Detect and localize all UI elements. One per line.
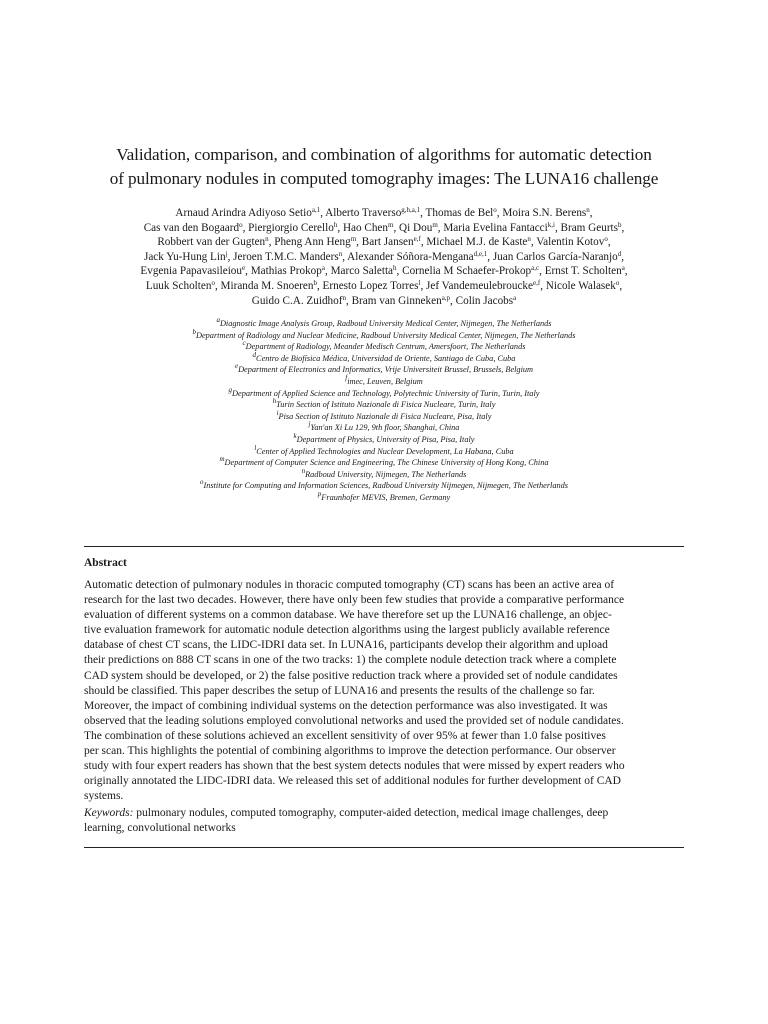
author-line	[30, 235, 738, 250]
author-affiliation-mark: e,f	[533, 278, 541, 287]
author-line	[30, 279, 738, 294]
author-affiliation-mark: o	[493, 206, 497, 214]
affiliation-line	[30, 422, 738, 434]
author-affiliation-mark: o	[239, 220, 243, 229]
affiliation-line	[30, 399, 738, 411]
affiliation-line	[30, 466, 738, 481]
author-affiliation-mark: b	[313, 278, 317, 287]
author-name: ,	[589, 207, 593, 219]
author-name: , Bram van Ginneken	[345, 294, 442, 307]
author-name: Arnaud Arindra Adiyoso Setio	[175, 207, 312, 219]
keywords-line	[84, 806, 684, 821]
author-name: , Michael M.J. de Kaste	[420, 236, 528, 249]
affiliation-mark: l	[254, 443, 257, 452]
affiliation-line	[30, 318, 738, 330]
author-name: , Jeroen T.M.C. Manders	[227, 250, 339, 263]
affiliation-line	[30, 350, 738, 365]
author-affiliation-mark: n	[338, 249, 343, 258]
author-affiliation-mark: a,p	[441, 293, 451, 302]
affiliation-line	[30, 364, 738, 376]
author-name: ,	[621, 250, 625, 263]
author-affiliation-mark: m	[350, 235, 357, 244]
author-name: , Qi Dou	[393, 221, 433, 234]
author-affiliation-mark: d	[617, 249, 622, 258]
author-name: , Jef Vandemeulebroucke	[420, 279, 533, 292]
author-affiliation-mark: n	[265, 235, 269, 244]
affiliation-mark: n	[301, 466, 306, 475]
affiliation-mark: d	[252, 350, 257, 359]
affiliation-line	[30, 408, 738, 423]
affiliation-text: Turin Section of Istituto Nazionale di Fisica Nucleare, Turin, Italy	[276, 400, 496, 410]
affiliation-line	[30, 480, 738, 492]
author-name: , Thomas de Bel	[420, 207, 494, 219]
affiliation-mark: a	[216, 316, 220, 324]
affiliation-text: Institute for Computing and Information Sciences, Radboud University Nijmegen, Nijmegen, The Netherlands	[203, 481, 569, 491]
author-affiliation-mark: n	[527, 235, 531, 244]
author-name: , Pheng Ann Heng	[268, 236, 351, 249]
affiliation-text: Pisa Section of Istituto Nazionale di Fisica Nucleare, Pisa, Italy	[278, 411, 492, 421]
abstract-line: observed that the leading solutions employed convolutional networks and used the provided set of nodule candidates.	[84, 714, 624, 727]
abstract-line: study with four expert readers has shown that the best system detects nodules that were missed by expert readers who	[84, 760, 625, 773]
abstract-line: CAD system should be developed, or 2) the false positive reduction track where a provided set of nodule candidates	[84, 669, 618, 682]
author-name: Guido C.A. Zuidhof	[251, 294, 343, 307]
affiliation-line	[30, 443, 738, 458]
abstract-line: research for the last two decades. However, there have only been few studies that provide a comparative performance	[84, 594, 625, 607]
author-affiliation-mark: e	[242, 264, 246, 273]
abstract-line: originally annotated the LIDC-IDRI data. We released this set of additional nodules for further development of CAD	[84, 775, 621, 788]
author-affiliation-mark: a,1	[311, 206, 321, 214]
abstract-body	[84, 578, 684, 804]
author-affiliation-mark: b	[618, 220, 622, 229]
affiliation-text: Yan'an Xi Lu 129, 9th floor, Shanghai, China	[310, 423, 460, 433]
affiliation-text: Department of Computer Science and Engineering, The Chinese University of Hong Kong, China	[224, 458, 549, 468]
affiliation-text: Diagnostic Image Analysis Group, Radboud University Medical Center, Nijmegen, The Netherlands	[219, 319, 552, 328]
author-affiliation-mark: m	[388, 220, 394, 229]
author-name: Luuk Scholten	[145, 279, 212, 292]
author-name: ,	[621, 221, 625, 234]
author-name: Robbert van der Gugten	[157, 236, 266, 249]
affiliation-mark: k	[293, 431, 297, 440]
author-affiliation-mark: g,h,a,1	[401, 206, 421, 214]
affiliation-mark: h	[272, 397, 277, 406]
author-name: , Bram Geurts	[554, 221, 619, 234]
author-affiliation-mark: a	[621, 264, 625, 273]
author-name: , Alberto Traverso	[320, 207, 402, 219]
author-name: Jack Yu-Hung Lin	[143, 250, 226, 263]
author-list	[30, 206, 738, 308]
author-line	[30, 294, 738, 309]
author-name: Evgenia Papavasileiou	[140, 265, 242, 278]
author-affiliation-mark: o	[211, 278, 215, 287]
affiliation-text: Department of Radiology, Meander Medisch Centrum, Amersfoort, The Netherlands	[245, 342, 526, 352]
affiliation-line	[30, 327, 738, 342]
affiliation-line	[30, 341, 738, 353]
author-name: , Valentin Kotov	[530, 236, 605, 249]
affiliation-mark: g	[228, 385, 233, 394]
author-affiliation-mark: l	[418, 278, 421, 287]
affiliation-text: Department of Physics, University of Pisa, Pisa, Italy	[296, 434, 475, 444]
author-name: Cas van den Bogaard	[143, 221, 240, 234]
paper-title	[40, 143, 728, 191]
author-name: , Piergiorgio Cerello	[242, 221, 334, 234]
author-affiliation-mark: o	[615, 278, 620, 287]
author-name: , Alexander Sóñora-Mengana	[342, 250, 474, 263]
abstract-line: tive evaluation framework for automatic nodule detection algorithms using the largest publicly available reference	[84, 624, 610, 637]
affiliation-line	[30, 373, 738, 388]
affiliation-line	[30, 489, 738, 504]
affiliation-text: Radboud University, Nijmegen, The Netherlands	[305, 469, 467, 479]
affiliation-text: Department of Electronics and Informatics, Vrije Universiteit Brussel, Brussels, Belgium	[238, 365, 534, 375]
author-affiliation-mark: e,f	[413, 235, 421, 244]
author-name: , Juan Carlos García-Naranjo	[487, 250, 618, 263]
affiliation-mark: b	[192, 327, 196, 336]
author-affiliation-mark: k,i	[547, 220, 555, 229]
affiliation-mark: e	[234, 362, 239, 371]
author-name: , Nicole Walasek	[540, 279, 616, 292]
author-affiliation-mark: d,e,1	[473, 249, 488, 258]
affiliation-text: Department of Applied Science and Technology, Polytechnic University of Turin, Turin, Italy	[232, 388, 540, 398]
author-affiliation-mark: h	[333, 220, 338, 229]
author-name: , Colin Jacobs	[450, 294, 514, 307]
author-affiliation-mark: m	[432, 220, 438, 229]
author-line	[30, 264, 738, 279]
keywords-block	[84, 806, 684, 836]
keywords-text: pulmonary nodules, computed tomography, computer-aided detection, medical image challenges, deep	[133, 807, 609, 819]
abstract-line: The combination of these solutions achieved an excellent sensitivity of over 95% at fewer than 1.0 false positives	[84, 729, 606, 742]
abstract-line: database of chest CT scans, the LIDC-IDRI data set. In LUNA16, participants develop their algorithm and upload	[84, 639, 608, 652]
affiliation-text: imec, Leuven, Belgium	[347, 376, 423, 386]
author-line	[30, 250, 738, 265]
author-name: , Maria Evelina Fantacci	[437, 221, 548, 234]
author-name: ,	[607, 236, 611, 249]
abstract-line: evaluation of different systems on a common database. We have therefore set up the LUNA16 challenge, an objec-	[84, 609, 612, 622]
affiliation-mark: m	[219, 455, 225, 464]
abstract-line: systems.	[84, 790, 124, 803]
keywords-line: learning, convolutional networks	[84, 822, 236, 835]
affiliation-mark: j	[308, 420, 311, 429]
affiliation-list	[30, 318, 738, 504]
author-affiliation-mark: n	[342, 293, 346, 302]
author-affiliation-mark: o	[604, 235, 608, 244]
author-line	[30, 206, 738, 221]
abstract-line: their predictions on 888 CT scans in one of the two tracks: 1) the complete nodule detection track where a complete	[84, 654, 617, 667]
abstract-line: per scan. This highlights the potential of combining algorithms to improve the detection performance. Our observer	[84, 745, 616, 758]
author-name: ,	[624, 265, 628, 278]
title-line: of pulmonary nodules in computed tomography images: The LUNA16 challenge	[109, 169, 659, 188]
author-affiliation-mark: a	[513, 293, 517, 302]
author-name: ,	[619, 279, 623, 292]
author-name: , Moira S.N. Berens	[496, 207, 587, 219]
bottom-divider	[84, 847, 684, 848]
keywords-label: Keywords:	[84, 807, 134, 819]
affiliation-mark: f	[345, 373, 348, 382]
abstract-heading: Abstract	[84, 557, 127, 569]
author-affiliation-mark: h	[393, 264, 397, 273]
author-name: , Hao Chen	[337, 221, 388, 234]
author-affiliation-mark: a	[321, 264, 325, 273]
title-line: Validation, comparison, and combination of algorithms for automatic detection	[116, 145, 652, 164]
affiliation-mark: p	[317, 489, 322, 498]
author-line	[30, 221, 738, 236]
author-name: , Ernesto Lopez Torres	[316, 279, 419, 292]
author-affiliation-mark: j	[225, 249, 228, 258]
abstract-line: should be classified. This paper describes the setup of LUNA16 and presents the results of the challenge so far.	[84, 684, 595, 697]
affiliation-text: Department of Radiology and Nuclear Medicine, Radboud University Medical Center, Nijmegen, The Netherlands	[195, 330, 576, 340]
author-name: , Mathias Prokop	[245, 265, 322, 278]
author-name: , Miranda M. Snoeren	[214, 279, 314, 292]
affiliation-line	[30, 385, 738, 400]
affiliation-line	[30, 431, 738, 446]
author-affiliation-mark: n	[586, 206, 590, 214]
affiliation-text: Fraunhofer MEVIS, Bremen, Germany	[321, 492, 451, 502]
affiliation-text: Center of Applied Technologies and Nuclear Development, La Habana, Cuba	[256, 446, 514, 456]
author-name: , Marco Saletta	[324, 265, 394, 278]
author-name: , Ernst T. Scholten	[539, 265, 622, 278]
affiliation-mark: c	[242, 339, 246, 348]
affiliation-text: Centro de Biofísica Médica, Universidad de Oriente, Santiago de Cuba, Cuba	[256, 353, 516, 363]
abstract-line: Automatic detection of pulmonary nodules in thoracic computed tomography (CT) scans has been an active area of	[84, 579, 615, 591]
author-affiliation-mark: a,c	[531, 264, 540, 273]
affiliation-mark: i	[276, 408, 279, 417]
affiliation-line	[30, 457, 738, 469]
abstract-line: Moreover, the impact of combining individual systems on the detection performance was also investigated. It was	[84, 699, 608, 712]
top-divider	[84, 546, 684, 547]
author-name: , Cornelia M Schaefer-Prokop	[396, 265, 532, 278]
affiliation-mark: o	[199, 478, 204, 487]
author-name: , Bart Jansen	[356, 236, 414, 249]
